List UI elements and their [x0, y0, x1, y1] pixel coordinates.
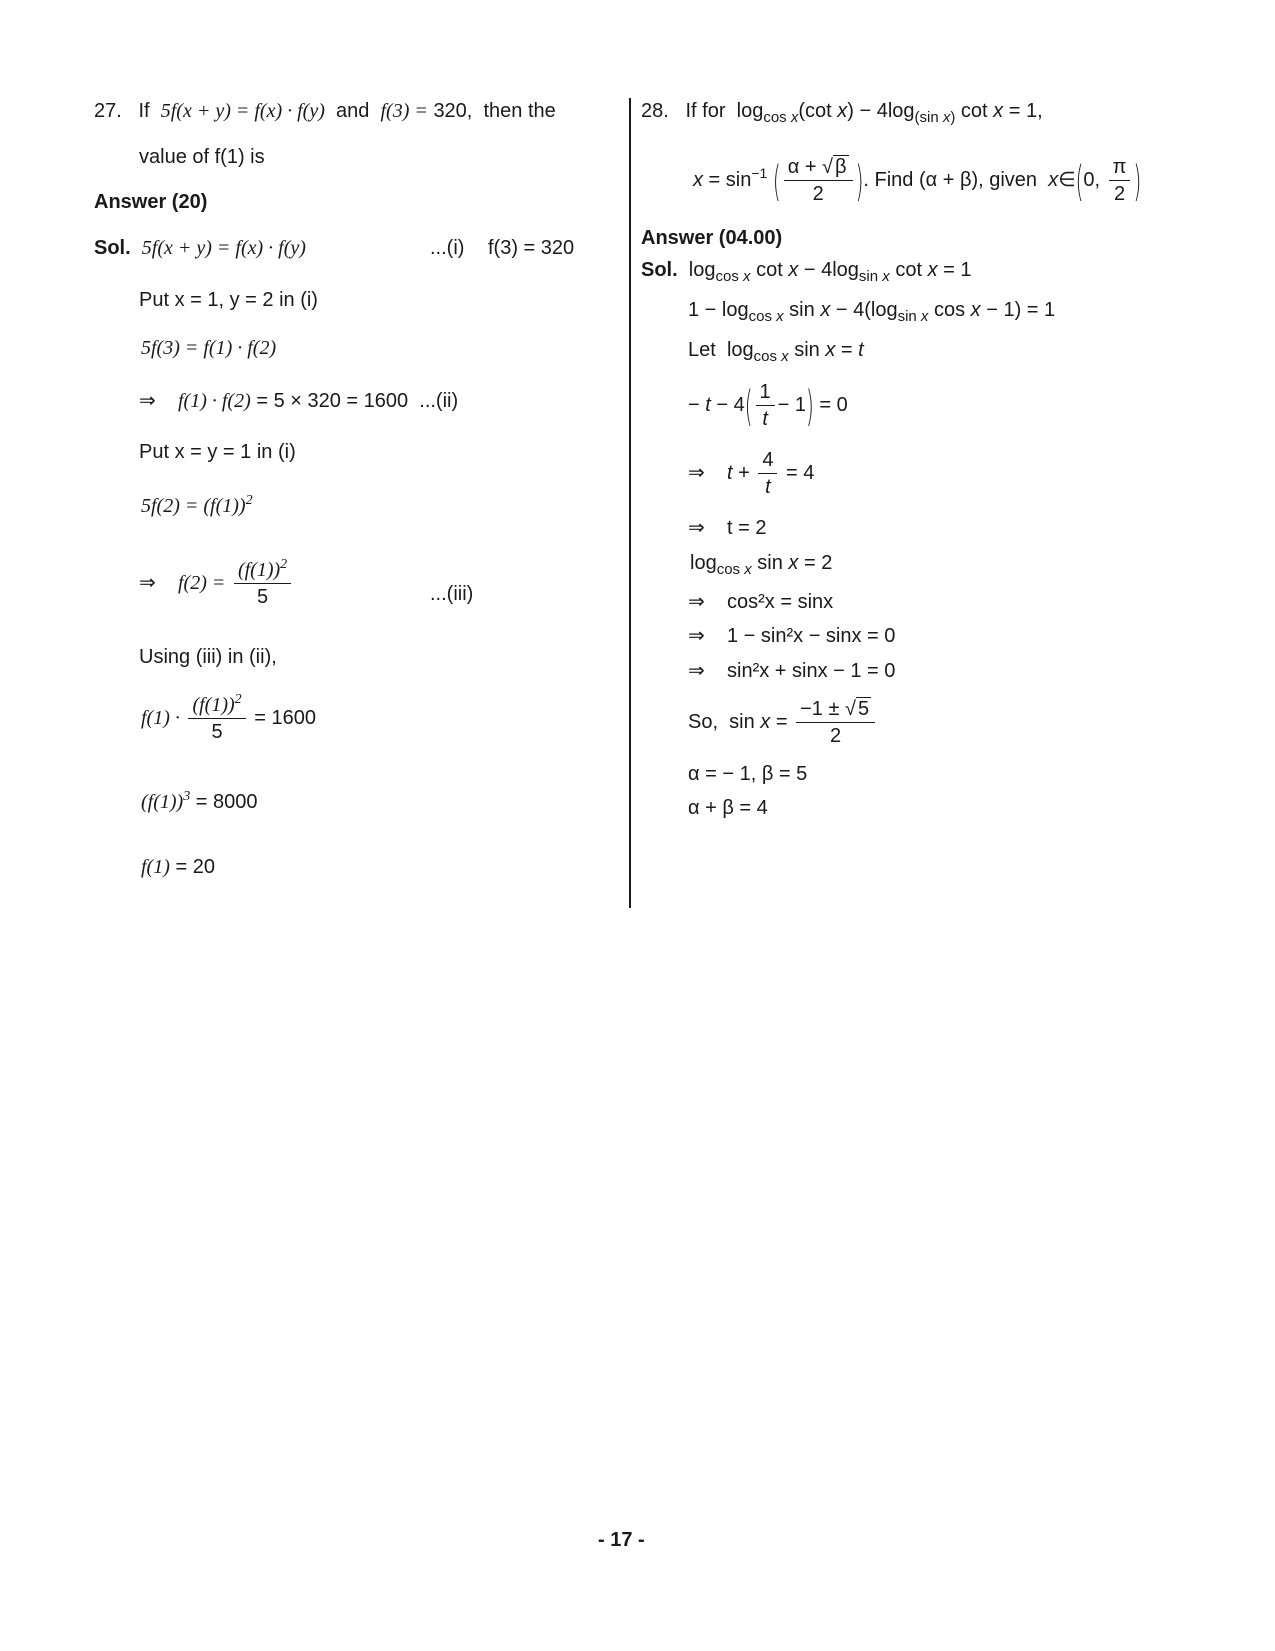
sol-let: Let $\log_{cos x} \sin x = t$: [688, 339, 864, 365]
eq-tag-i: ...(i): [430, 237, 465, 259]
page-number: - 17 -: [598, 1529, 645, 1551]
q28-line1: 28. If for $\log_{cos x}(\cot$ $x) - 4\log_{(sin x)}$ cot x = 1,: [641, 100, 1043, 126]
eq-5f3: 5f(3) = f(1) · f(2): [141, 337, 277, 359]
sol-alpha-beta: α = − 1, β = 5: [688, 763, 808, 785]
given-f3: f(3) = 320: [488, 237, 575, 259]
sol-log-2: $\log_{cos x} \sin x = 2$: [690, 552, 833, 578]
put-step-1: Put x = 1, y = 2 in (i): [139, 289, 318, 311]
implies-icon: ⇒: [139, 571, 156, 594]
eq-ii-line: ⇒ f(1) · f(2) = 5 × 320 = 1600 ...(ii): [139, 390, 459, 412]
column-divider: [629, 98, 631, 908]
eq-iii-line: ⇒ f(2) = $\frac{(f(1))^2}{5}$: [139, 558, 294, 609]
eq-result-20: f(1) = 20: [141, 856, 215, 878]
implies-icon: ⇒: [688, 625, 705, 647]
implies-icon: ⇒: [139, 390, 156, 412]
q28-sol-line: Sol. $\log_{cos x} \cot x - 4\log_{sin x}$ cot x = 1: [641, 259, 972, 285]
q27-sol-line: Sol. 5f(x + y) = f(x) · f(y): [94, 237, 306, 259]
sol-t-equation: − t − 4( $\frac{1}{t}$ − 1) = 0: [688, 380, 848, 431]
q28-answer: Answer (04.00): [641, 227, 783, 249]
eq-5f2: $5f(2) = (f(1))^2$: [141, 493, 253, 517]
sol-quadratic-1: ⇒ 1 − sin²x − sinx = 0: [688, 625, 896, 647]
sol-roots: So, sin x = $\frac{-1 \pm √ 5}{2}$: [688, 697, 878, 748]
q27-line1: 27. If 5f(x + y) = f(x) · f(y) and f(3) = 320, then the: [94, 100, 556, 122]
implies-icon: ⇒: [688, 591, 705, 613]
sol-quadratic-2: ⇒ sin²x + sinx − 1 = 0: [688, 660, 896, 682]
sol-t-result: ⇒ t = 2: [688, 517, 767, 539]
implies-icon: ⇒: [688, 517, 705, 539]
eq-tag-ii: ...(ii): [419, 390, 459, 412]
eq-1600: f(1) · $\frac{(f(1))^2}{5}$ = 1600: [141, 692, 316, 743]
sol-label: Sol.: [94, 237, 131, 259]
implies-icon: ⇒: [688, 660, 705, 682]
eq-8000: $(f(1))^3 = 8000$: [141, 789, 258, 813]
q28-line2: $x = \sin^{-1}$ ( $\frac{\alpha + √ \beta}{2}$ ). Find (α + β), given x∈(0, $\frac{\pi}{2}$ ): [693, 155, 1142, 206]
using-step: Using (iii) in (ii),: [139, 646, 277, 668]
q27-functional-equation: 5f(x + y) = f(x) · f(y): [160, 100, 325, 122]
sol-t-plus: ⇒ t + $\frac{4}{t}$ = 4: [688, 449, 815, 498]
sol-sum: α + β = 4: [688, 797, 768, 819]
q27-line2: value of f(1) is: [139, 146, 265, 168]
sol-label: Sol.: [641, 259, 678, 281]
sol-step-2: $1 - \log_{cos x} \sin x - 4(\log_{sin x}$ cos x − 1) = 1: [688, 299, 1056, 325]
q28-number: 28.: [641, 100, 669, 122]
eq-tag-iii: ...(iii): [430, 583, 474, 605]
q27-answer: Answer (20): [94, 191, 208, 213]
implies-icon: ⇒: [688, 461, 705, 484]
sol-cos-sq: ⇒ cos²x = sinx: [688, 591, 834, 613]
q27-number: 27.: [94, 100, 122, 122]
put-step-2: Put x = y = 1 in (i): [139, 441, 296, 463]
